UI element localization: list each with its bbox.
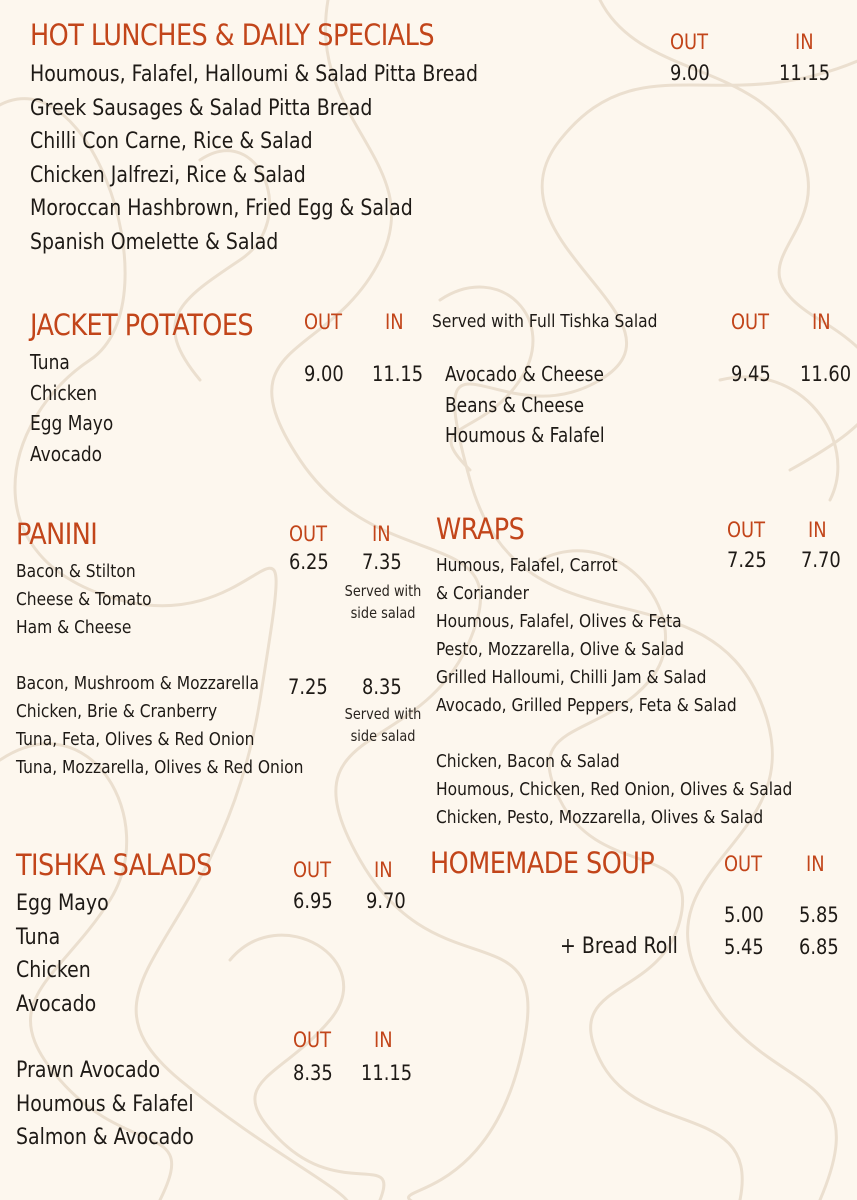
soup-out-label: OUT (724, 852, 763, 876)
salads-in-price: 9.70 (366, 889, 406, 913)
list-item: Houmous, Chicken, Red Onion, Olives & Salad (436, 779, 793, 800)
list-item: Salmon & Avocado (16, 1125, 194, 1151)
wraps-out-label: OUT (727, 518, 766, 542)
salads-out-price-2: 8.35 (293, 1061, 333, 1085)
wraps-in-price: 7.70 (801, 548, 841, 572)
wraps-out-price: 7.25 (727, 548, 767, 572)
panini-list (16, 558, 152, 642)
wraps-list (436, 552, 737, 720)
panini-in-price: 7.35 (362, 550, 402, 574)
jacket-out-price-2: 9.45 (731, 362, 771, 386)
salads-list (16, 887, 109, 1021)
soup-in-label: IN (806, 852, 825, 876)
roll-out-price: 5.45 (724, 935, 764, 959)
jacket-salad-list (445, 359, 605, 451)
list-item: Tuna, Mozzarella, Olives & Red Onion (16, 757, 304, 778)
list-item: Bacon, Mushroom & Mozzarella (16, 673, 259, 694)
jacket-out-label: OUT (304, 310, 343, 334)
list-item: & Coriander (436, 583, 529, 604)
tishka-salads-heading: TISHKA SALADS (16, 848, 212, 882)
list-item: Tuna (16, 924, 61, 950)
panini-out-label: OUT (289, 522, 328, 546)
list-item: Tuna, Feta, Olives & Red Onion (16, 729, 255, 750)
list-item: Moroccan Hashbrown, Fried Egg & Salad (30, 196, 413, 222)
list-item: Greek Sausages & Salad Pitta Bread (30, 95, 373, 121)
salads-in-price-2: 11.15 (361, 1061, 413, 1085)
jacket-list (30, 347, 113, 469)
wraps-heading: WRAPS (436, 512, 525, 546)
list-item: Chicken, Pesto, Mozzarella, Olives & Salad (436, 807, 764, 828)
soup-in-price: 5.85 (799, 903, 839, 927)
list-item: Beans & Cheese (445, 392, 585, 417)
list-item: Houmous & Falafel (16, 1091, 194, 1117)
hot-out-label: OUT (670, 30, 709, 54)
list-item: Houmous & Falafel (445, 423, 605, 447)
list-item: Chilli Con Carne, Rice & Salad (30, 129, 313, 155)
list-item: Tuna (30, 350, 70, 374)
list-item: Chicken, Bacon & Salad (436, 751, 620, 772)
jacket-in-label-2: IN (812, 310, 831, 334)
panini-list-2 (16, 670, 303, 782)
list-item: Chicken, Brie & Cranberry (16, 701, 218, 722)
salads-in-label: IN (374, 858, 393, 882)
soup-out-price: 5.00 (724, 903, 764, 927)
list-item: Avocado, Grilled Peppers, Feta & Salad (436, 695, 737, 716)
jacket-in-price-2: 11.60 (800, 362, 852, 386)
hot-lunches-heading: HOT LUNCHES & DAILY SPECIALS (30, 18, 435, 52)
panini-out-price-2: 7.25 (288, 675, 328, 699)
panini-heading: PANINI (16, 517, 98, 551)
list-item: Egg Mayo (16, 891, 109, 916)
list-item: Pesto, Mozzarella, Olive & Salad (436, 639, 685, 660)
hot-in-price: 11.15 (779, 61, 831, 85)
jacket-in-price: 11.15 (372, 362, 424, 386)
list-item: Chicken (16, 958, 91, 984)
salads-out-label-2: OUT (293, 1028, 332, 1052)
panini-out-price: 6.25 (289, 550, 329, 574)
jacket-salad-note: Served with Full Tishka Salad (432, 311, 658, 332)
panini-salad-note-2: Served with side salad (344, 705, 422, 745)
list-item: Avocado (30, 441, 103, 466)
wraps-in-label: IN (808, 518, 827, 542)
salads-in-label-2: IN (374, 1028, 393, 1052)
wraps-list-2 (436, 748, 792, 832)
salads-list-2 (16, 1054, 194, 1155)
jacket-in-label: IN (385, 310, 404, 334)
list-item: Ham & Cheese (16, 617, 132, 638)
list-item: Chicken Jalfrezi, Rice & Salad (30, 162, 306, 188)
roll-in-price: 6.85 (799, 935, 839, 959)
jacket-out-price: 9.00 (304, 362, 344, 386)
list-item: Cheese & Tomato (16, 589, 152, 610)
hot-in-label: IN (795, 30, 814, 54)
list-item: Egg Mayo (30, 411, 114, 435)
bread-roll-label: + Bread Roll (560, 934, 678, 959)
list-item: Houmous, Falafel, Halloumi & Salad Pitta Bread (30, 62, 478, 87)
list-item: Spanish Omelette & Salad (30, 229, 279, 255)
jacket-out-label-2: OUT (731, 310, 770, 334)
panini-salad-note: Served with side salad (344, 582, 422, 622)
list-item: Bacon & Stilton (16, 561, 136, 582)
list-item: Houmous, Falafel, Olives & Feta (436, 611, 682, 632)
jacket-potatoes-heading: JACKET POTATOES (30, 308, 254, 342)
list-item: Avocado & Cheese (445, 362, 605, 386)
panini-in-label: IN (372, 522, 391, 546)
list-item: Grilled Halloumi, Chilli Jam & Salad (436, 667, 707, 688)
hot-out-price: 9.00 (670, 61, 710, 85)
salads-out-price: 6.95 (293, 889, 333, 913)
panini-in-price-2: 8.35 (362, 675, 402, 699)
list-item: Avocado (16, 991, 97, 1017)
list-item: Prawn Avocado (16, 1058, 161, 1083)
list-item: Humous, Falafel, Carrot (436, 555, 618, 576)
hot-lunches-list (30, 58, 478, 260)
list-item: Chicken (30, 380, 98, 405)
salads-out-label: OUT (293, 858, 332, 882)
homemade-soup-heading: HOMEMADE SOUP (430, 846, 655, 880)
